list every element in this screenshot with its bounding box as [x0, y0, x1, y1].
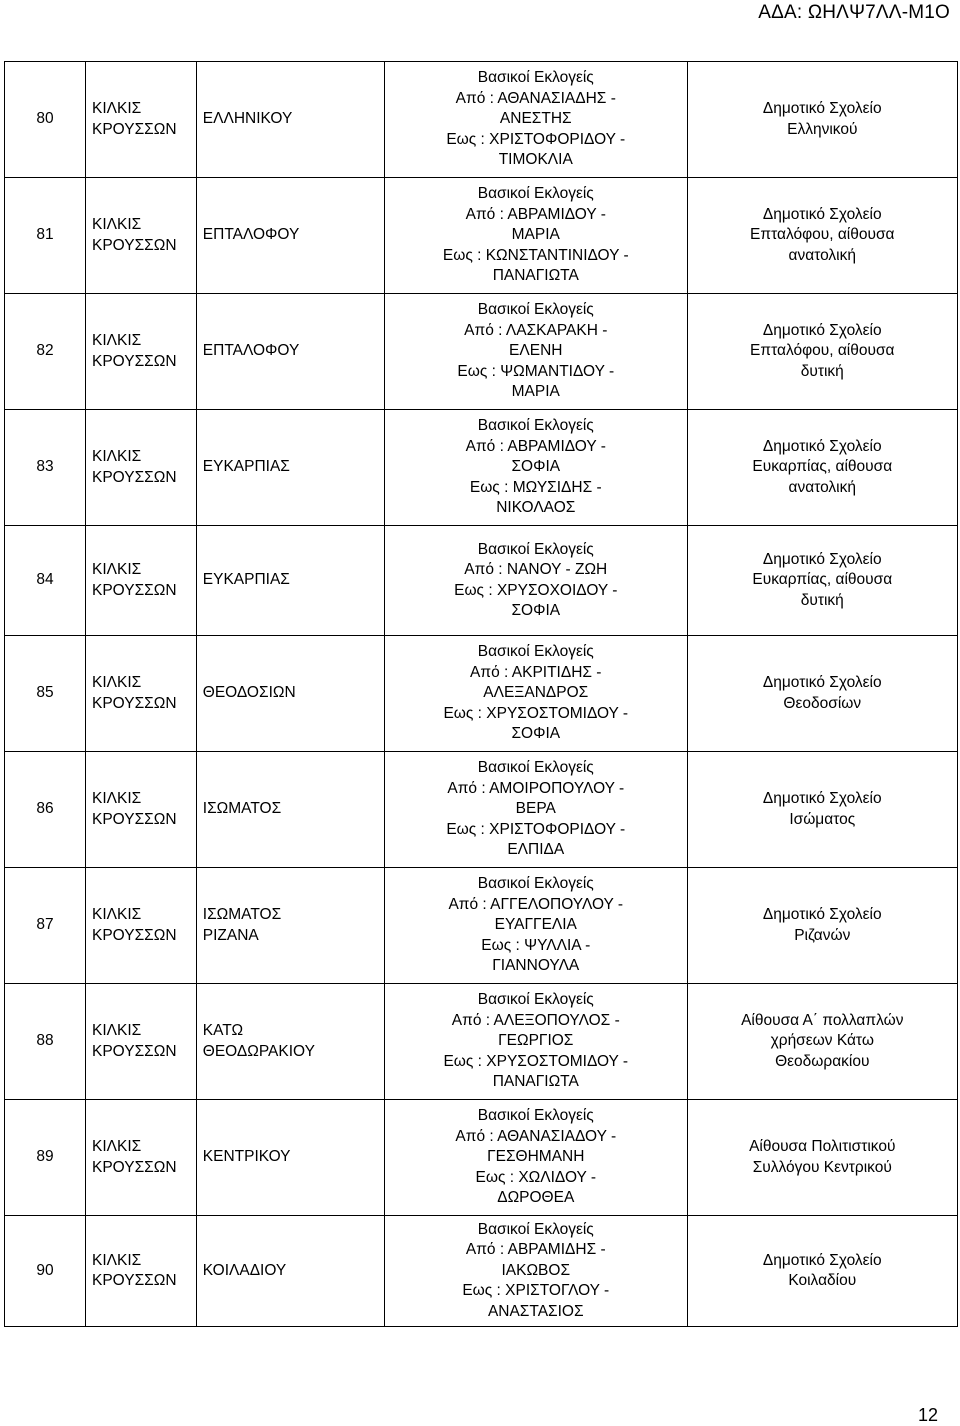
voters-range-cell-line: ΑΛΕΞΑΝΔΡΟΣ [483, 684, 589, 702]
polling-place-cell-line: Αίθουσα Α΄ πολλαπλών [741, 1011, 904, 1029]
table-row [5, 1216, 958, 1327]
locality-cell [196, 868, 384, 984]
table-row [5, 410, 958, 526]
polling-place-cell-line: Δημοτικό Σχολείο [762, 321, 882, 339]
prefecture-cell [86, 526, 197, 636]
station-number: 87 [5, 868, 86, 984]
voters-range-cell-line: ΓΕΣΘΗΜΑΝΗ [487, 1148, 585, 1166]
prefecture-cell [86, 636, 197, 752]
polling-place-cell-line: Δημοτικό Σχολείο [762, 674, 882, 691]
voters-range-cell-line: Από : ΑΘΑΝΑΣΙΑΔΗΣ - [455, 89, 616, 107]
voters-range-cell [384, 178, 687, 294]
voters-range-cell-line: Από : ΑΜΟΙΡΟΠΟΥΛΟΥ - [447, 779, 625, 797]
voters-range-cell [384, 1216, 687, 1327]
station-number: 89 [5, 1100, 86, 1216]
table-row [5, 752, 958, 868]
prefecture-cell [86, 1216, 197, 1327]
prefecture-cell [86, 62, 197, 178]
voters-range-cell-line: Εως : ΧΡΙΣΤΟΦΟΡΙΔΟΥ - [446, 820, 626, 838]
polling-place-cell [687, 410, 957, 526]
voters-range-cell-line: Από : ΑΒΡΑΜΙΔΟΥ - [465, 205, 606, 223]
voters-range-cell-line: Εως : ΨΩΜΑΝΤΙΔΟΥ - [457, 362, 615, 380]
locality-cell-line: ΕΠΤΑΛΟΦΟΥ [202, 226, 300, 244]
voters-range-cell-line: ΠΑΝΑΓΙΩΤΑ [492, 1073, 579, 1091]
station-number: 86 [5, 752, 86, 868]
voters-range-cell-line: ΣΟΦΙΑ [511, 602, 561, 619]
prefecture-cell-line: ΚΙΛΚΙΣ [92, 100, 142, 117]
polling-place-cell-line: δυτική [800, 591, 844, 609]
polling-place-cell-line: Αίθουσα Πολιτιστικού [749, 1138, 896, 1155]
station-number: 83 [5, 410, 86, 526]
voters-range-cell-line: ΣΟΦΙΑ [511, 725, 561, 743]
voters-range-cell-line: Από : ΑΒΡΑΜΙΔΟΥ - [465, 437, 606, 455]
polling-place-cell [687, 1216, 957, 1327]
polling-place-cell [687, 526, 957, 636]
voters-range-cell [384, 1100, 687, 1216]
prefecture-cell-line: ΚΙΛΚΙΣ [92, 1251, 142, 1269]
locality-cell-line: ΙΣΩΜΑΤΟΣ [202, 906, 282, 923]
polling-place-cell [687, 752, 957, 868]
table-row [5, 526, 958, 636]
prefecture-cell-line: ΚΡΟΥΣΣΩΝ [92, 1042, 177, 1060]
voters-range-cell-line: ΕΛΕΝΗ [509, 342, 563, 360]
polling-place-cell [687, 62, 957, 178]
polling-place-cell-line: Δημοτικό Σχολείο [762, 550, 882, 568]
voters-range-cell-line: Βασικοί Εκλογείς [477, 1220, 594, 1238]
locality-cell-line: ΕΥΚΑΡΠΙΑΣ [202, 458, 290, 476]
voters-range-cell-line: Εως : ΧΡΥΣΟΧΟΙΔΟΥ - [454, 581, 618, 599]
voters-range-cell-line: Από : ΑΚΡΙΤΙΔΗΣ - [470, 663, 602, 681]
locality-cell-line: ΙΣΩΜΑΤΟΣ [202, 800, 282, 818]
polling-place-cell [687, 1100, 957, 1216]
polling-place-cell-line: Θεοδωρακίου [775, 1052, 870, 1070]
polling-place-cell-line: Δημοτικό Σχολείο [762, 205, 882, 223]
prefecture-cell-line: ΚΙΛΚΙΣ [92, 561, 142, 578]
voters-range-cell-line: Βασικοί Εκλογείς [477, 643, 594, 661]
voters-range-cell-line: Βασικοί Εκλογείς [477, 301, 594, 319]
locality-cell-line: ΘΕΟΔΩΡΑΚΙΟΥ [202, 1042, 315, 1060]
polling-place-cell [687, 178, 957, 294]
prefecture-cell-line: ΚΙΛΚΙΣ [92, 790, 142, 807]
station-number: 82 [5, 294, 86, 410]
voters-range-cell-line: ΓΕΩΡΓΙΟΣ [498, 1032, 574, 1050]
voters-range-cell-line: Εως : ΨΥΛΛΙΑ - [481, 936, 591, 954]
table-row [5, 636, 958, 752]
voters-range-cell-line: Βασικοί Εκλογείς [477, 185, 594, 203]
voters-range-cell-line: ΒΕΡΑ [515, 800, 556, 818]
voters-range-cell-line: ΜΑΡΙΑ [511, 226, 560, 244]
voters-range-cell [384, 62, 687, 178]
voters-range-cell-line: Εως : ΧΩΛΙΔΟΥ - [475, 1168, 597, 1186]
prefecture-cell-line: ΚΙΛΚΙΣ [92, 1022, 142, 1039]
locality-cell [196, 294, 384, 410]
locality-cell-line: ΕΠΤΑΛΟΦΟΥ [202, 342, 300, 360]
locality-cell [196, 984, 384, 1100]
voters-range-cell-line: ΜΑΡΙΑ [511, 383, 560, 401]
prefecture-cell [86, 410, 197, 526]
page-number: 12 [917, 1405, 938, 1425]
prefecture-cell [86, 178, 197, 294]
polling-place-cell-line: Συλλόγου Κεντρικού [752, 1158, 892, 1176]
station-number: 85 [5, 636, 86, 752]
prefecture-cell [86, 752, 197, 868]
voters-range-cell-line: ΝΙΚΟΛΑΟΣ [496, 499, 576, 517]
voters-range-cell-line: Βασικοί Εκλογείς [477, 1107, 594, 1125]
voters-range-cell-line: ΣΟΦΙΑ [511, 458, 561, 476]
voters-range-cell-line: ΤΙΜΟΚΛΙΑ [498, 151, 573, 169]
locality-cell [196, 1100, 384, 1216]
polling-place-cell-line: Θεοδοσίων [783, 694, 862, 712]
voters-range-cell-line: Εως : ΚΩΝΣΤΑΝΤΙΝΙΔΟΥ - [442, 246, 629, 264]
locality-cell-line: ΚΟΙΛΑΔΙΟΥ [202, 1261, 287, 1279]
voters-range-cell-line: Βασικοί Εκλογείς [477, 69, 594, 87]
polling-place-cell-line: Δημοτικό Σχολείο [762, 437, 882, 455]
station-number: 84 [5, 526, 86, 636]
locality-cell-line: ΚΑΤΩ [202, 1022, 244, 1039]
voters-range-cell-line: Από : ΝΑΝΟΥ - ΖΩΗ [464, 561, 608, 578]
ada-code: ΑΔΑ: ΩΗΛΨ7ΛΛ-Μ1Ο [758, 2, 950, 23]
station-number: 80 [5, 62, 86, 178]
prefecture-cell-line: ΚΙΛΚΙΣ [92, 1138, 142, 1155]
prefecture-cell-line: ΚΡΟΥΣΣΩΝ [92, 581, 177, 599]
voters-range-cell-line: Από : ΑΒΡΑΜΙΔΗΣ - [465, 1241, 606, 1259]
locality-cell-line: ΡΙΖΑΝΑ [202, 926, 259, 944]
polling-place-cell-line: Δημοτικό Σχολείο [762, 1251, 882, 1269]
station-number: 81 [5, 178, 86, 294]
polling-place-cell-line: Ευκαρπίας, αίθουσα [752, 571, 893, 589]
voters-range-cell-line: Βασικοί Εκλογείς [477, 540, 594, 558]
locality-cell [196, 1216, 384, 1327]
polling-place-cell-line: Δημοτικό Σχολείο [762, 790, 882, 807]
polling-place-cell-line: Επταλόφου, αίθουσα [750, 226, 895, 244]
table-row [5, 62, 958, 178]
prefecture-cell-line: ΚΡΟΥΣΣΩΝ [92, 352, 177, 370]
prefecture-cell-line: ΚΡΟΥΣΣΩΝ [92, 468, 177, 486]
table-row [5, 294, 958, 410]
voters-range-cell-line: Εως : ΧΡΙΣΤΟΦΟΡΙΔΟΥ - [446, 130, 626, 148]
prefecture-cell-line: ΚΙΛΚΙΣ [92, 674, 142, 691]
voters-range-cell-line: ΙΑΚΩΒΟΣ [501, 1261, 571, 1279]
voters-range-cell [384, 984, 687, 1100]
polling-place-cell-line: Ισώματος [789, 810, 856, 828]
prefecture-cell-line: ΚΙΛΚΙΣ [92, 332, 142, 349]
prefecture-cell-line: ΚΙΛΚΙΣ [92, 448, 142, 465]
prefecture-cell-line: ΚΙΛΚΙΣ [92, 906, 142, 923]
voters-range-cell [384, 868, 687, 984]
voters-range-cell-line: ΓΙΑΝΝΟΥΛΑ [492, 957, 580, 975]
voters-range-cell-line: Από : ΑΛΕΞΟΠΟΥΛΟΣ - [451, 1011, 620, 1029]
voters-range-cell-line: Εως : ΧΡΥΣΟΣΤΟΜΙΔΟΥ - [443, 704, 629, 722]
prefecture-cell-line: ΚΡΟΥΣΣΩΝ [92, 810, 177, 828]
polling-place-cell-line: Ριζανών [794, 926, 851, 944]
locality-cell [196, 410, 384, 526]
polling-place-cell-line: δυτική [800, 362, 844, 380]
prefecture-cell-line: ΚΡΟΥΣΣΩΝ [92, 1272, 177, 1289]
voters-range-cell-line: ΠΑΝΑΓΙΩΤΑ [492, 267, 579, 285]
voters-range-cell-line: Βασικοί Εκλογείς [477, 417, 594, 435]
voters-range-cell-line: ΕΥΑΓΓΕΛΙΑ [494, 916, 577, 934]
voters-range-cell [384, 636, 687, 752]
voters-range-cell-line: Από : ΑΘΑΝΑΣΙΑΔΟΥ - [455, 1127, 617, 1145]
voters-range-cell-line: Από : ΑΓΓΕΛΟΠΟΥΛΟΥ - [448, 895, 624, 913]
voters-range-cell [384, 752, 687, 868]
polling-place-cell-line: Δημοτικό Σχολείο [762, 100, 882, 117]
locality-cell-line: ΕΥΚΑΡΠΙΑΣ [202, 571, 290, 589]
polling-place-cell-line: ανατολική [788, 478, 856, 496]
voters-range-cell-line: Βασικοί Εκλογείς [477, 875, 594, 893]
prefecture-cell [86, 294, 197, 410]
table-body [5, 62, 958, 1327]
polling-place-cell-line: Ελληνικού [787, 120, 858, 138]
table-row [5, 178, 958, 294]
prefecture-cell-line: ΚΙΛΚΙΣ [92, 216, 142, 233]
station-number: 90 [5, 1216, 86, 1327]
voters-range-cell-line: ΔΩΡΟΘΕΑ [497, 1189, 575, 1207]
polling-place-cell [687, 868, 957, 984]
voters-range-cell-line: Εως : ΜΩΥΣΙΔΗΣ - [469, 478, 602, 496]
prefecture-cell [86, 868, 197, 984]
locality-cell-line: ΚΕΝΤΡΙΚΟΥ [202, 1148, 291, 1166]
locality-cell [196, 62, 384, 178]
table-row [5, 868, 958, 984]
polling-place-cell-line: χρήσεων Κάτω [770, 1032, 874, 1050]
locality-cell [196, 636, 384, 752]
voters-range-cell-line: ΑΝΕΣΤΗΣ [499, 110, 572, 128]
locality-cell-line: ΘΕΟΔΟΣΙΩΝ [202, 684, 296, 702]
voters-range-cell-line: Βασικοί Εκλογείς [477, 991, 594, 1009]
voters-range-cell-line: Εως : ΧΡΥΣΟΣΤΟΜΙΔΟΥ - [443, 1052, 629, 1070]
polling-place-cell-line: Κοιλαδίου [788, 1272, 857, 1289]
polling-place-cell [687, 294, 957, 410]
voters-range-cell-line: ΑΝΑΣΤΑΣΙΟΣ [487, 1302, 584, 1320]
table-row [5, 1100, 958, 1216]
polling-place-cell [687, 636, 957, 752]
locality-cell-line: ΕΛΛΗΝΙΚΟΥ [202, 110, 293, 128]
prefecture-cell-line: ΚΡΟΥΣΣΩΝ [92, 926, 177, 944]
prefecture-cell-line: ΚΡΟΥΣΣΩΝ [92, 694, 177, 712]
station-number: 88 [5, 984, 86, 1100]
prefecture-cell [86, 1100, 197, 1216]
prefecture-cell-line: ΚΡΟΥΣΣΩΝ [92, 1158, 177, 1176]
prefecture-cell-line: ΚΡΟΥΣΣΩΝ [92, 236, 177, 254]
voters-range-cell [384, 410, 687, 526]
polling-place-cell-line: Δημοτικό Σχολείο [762, 906, 882, 923]
voters-range-cell-line: Από : ΛΑΣΚΑΡΑΚΗ - [464, 321, 608, 339]
polling-place-cell [687, 984, 957, 1100]
voters-range-cell [384, 294, 687, 410]
locality-cell [196, 752, 384, 868]
voters-range-cell [384, 526, 687, 636]
voters-range-cell-line: ΕΛΠΙΔΑ [507, 841, 565, 859]
locality-cell [196, 526, 384, 636]
table-row [5, 984, 958, 1100]
voters-range-cell-line: Εως : ΧΡΙΣΤΟΓΛΟΥ - [462, 1282, 610, 1300]
polling-stations-table [4, 61, 958, 1327]
prefecture-cell [86, 984, 197, 1100]
polling-place-cell-line: Ευκαρπίας, αίθουσα [752, 458, 893, 476]
prefecture-cell-line: ΚΡΟΥΣΣΩΝ [92, 120, 177, 138]
polling-place-cell-line: Επταλόφου, αίθουσα [750, 342, 895, 360]
voters-range-cell-line: Βασικοί Εκλογείς [477, 759, 594, 777]
polling-place-cell-line: ανατολική [788, 246, 856, 264]
locality-cell [196, 178, 384, 294]
